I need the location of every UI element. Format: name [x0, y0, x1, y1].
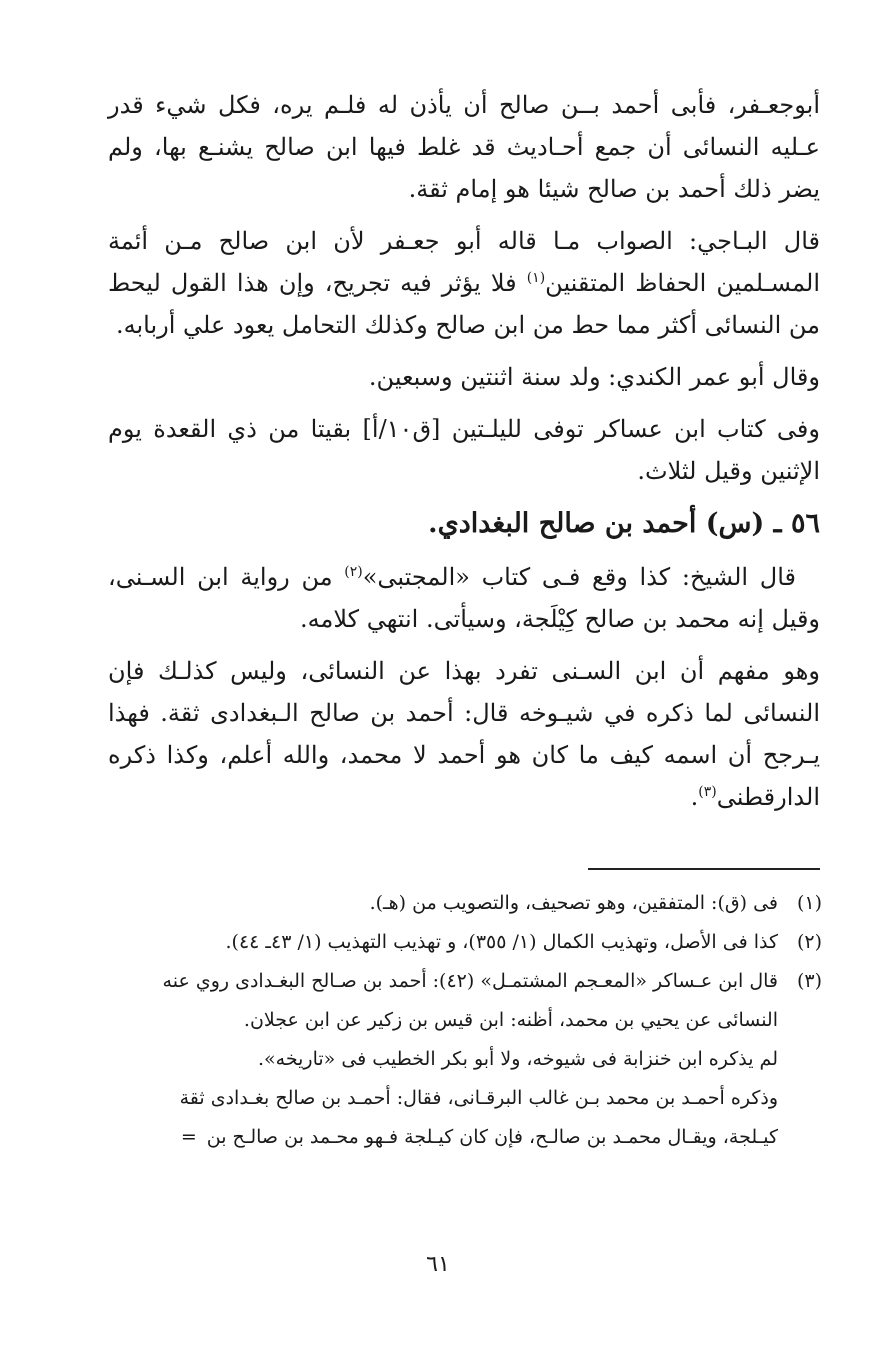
footnote-3-line-5-wrap: [110, 1118, 822, 1157]
paragraph-3-text: وقال أبو عمر الكندي: ولد سنة اثنتين وسبعين.: [368, 363, 820, 391]
continuation-mark: =: [180, 1126, 197, 1148]
footnote-1: [110, 884, 822, 923]
paragraph-5-text: قال الشيخ: كذا وقع فـى كتاب «المجتبى»: [362, 563, 796, 591]
footnote-3-line-3: لم يذكره ابن خنزابة فى شيوخه، ولا أبو بكر الخطيب فى «تاريخه».: [258, 1048, 778, 1070]
footnote-3-number: (٣): [796, 970, 822, 992]
entry-heading: ٥٦ ـ (س) أحمد بن صالح البغدادي.: [428, 508, 820, 539]
footnote-1-number: (١): [796, 892, 822, 914]
footnotes: [110, 884, 822, 1157]
footnote-ref-2: (٢): [344, 564, 363, 580]
paragraph-2-text: قال البـاجي: الصواب مـا قاله أبو جعـفر لأن ابن صالح مـن أئمة المسـلمين الحفاظ المتقنين: [108, 227, 821, 297]
footnote-2-text: كذا فى الأصل، وتهذيب الكمال (١/ ٣٥٥)، و تهذيب التهذيب (١/ ٤٣ـ ٤٤).: [225, 931, 778, 953]
footnote-divider: [588, 868, 820, 870]
page-number: ٦١: [426, 1252, 450, 1277]
paragraph-1-text: أبوجعـفر، فأبى أحمد بــن صالح أن يأذن له فلـم يره، فكل شيء قدر عـليه النسائى أن جمع أحـاديث قد غلط فيها ابن صالح يشنـع بها، ولم يضر ذلك أحمد بن صالح شيئا هو إمام ثقة.: [108, 91, 820, 203]
paragraph-1: [108, 84, 820, 210]
paragraph-4-text: وفى كتاب ابن عساكر توفى لليلـتين [ق١٠/أ] بقيتا من ذي القعدة يوم الإثنين وقيل لثلاث.: [108, 415, 820, 485]
paragraph-4: [108, 408, 820, 492]
footnote-2-number: (٢): [796, 931, 822, 953]
footnote-3-line-1: قال ابن عـساكر «المعـجم المشتمـل» (٤٢): أحمد بن صـالح البغـدادى روي عنه: [162, 970, 778, 992]
paragraph-2: [108, 220, 820, 346]
page-body: [108, 84, 820, 828]
footnote-2: [110, 923, 822, 962]
footnote-3-line-2: النسائى عن يحيي بن محمد، أظنه: ابن قيس بن زكير عن ابن عجلان.: [243, 1009, 778, 1031]
footnote-3-line-4: وذكره أحمـد بن محمد بـن غالب البرقـانى، فقال: أحمـد بن صالح بغـدادى ثقة: [179, 1087, 778, 1109]
footnote-ref-3: (٣): [698, 784, 717, 800]
paragraph-5-rest: من رواية ابن السـنى، وقيل إنه محمد بن صالح كِيْلَجة، وسيأتى. انتهي كلامه.: [108, 563, 820, 633]
paragraph-6: [108, 650, 820, 818]
footnote-3-line-5: كيـلجة، ويقـال محمـد بن صالـح، فإن كان كيـلجة فـهو محـمد بن صالـح بن: [206, 1126, 778, 1148]
footnote-3: [110, 962, 822, 1001]
footnote-1-text: فى (ق): المتفقين، وهو تصحيف، والتصويب من (هـ).: [369, 892, 778, 914]
footnote-ref-1: (١): [526, 270, 546, 286]
paragraph-5: [108, 556, 820, 640]
paragraph-2-rest: فلا يؤثر فيه تجريح، وإن هذا القول ليحط من النسائى أكثر مما حط من ابن صالح وكذلك التحامل يعود علي أربابه.: [108, 269, 820, 339]
paragraph-6-end: .: [690, 783, 699, 811]
paragraph-6-text: وهو مفهم أن ابن السـنى تفرد بهذا عن النسائى، وليس كذلـك فإن النسائى لما ذكره في شيـوخه قال: أحمد بن صالح الـبغدادى ثقة. فهذا يـرجح أن اسمه كيف ما كان هو أحمد لا محمد، والله أعلم، وكذا ذكره الدارقطنى: [108, 657, 821, 811]
paragraph-3: [108, 356, 820, 398]
